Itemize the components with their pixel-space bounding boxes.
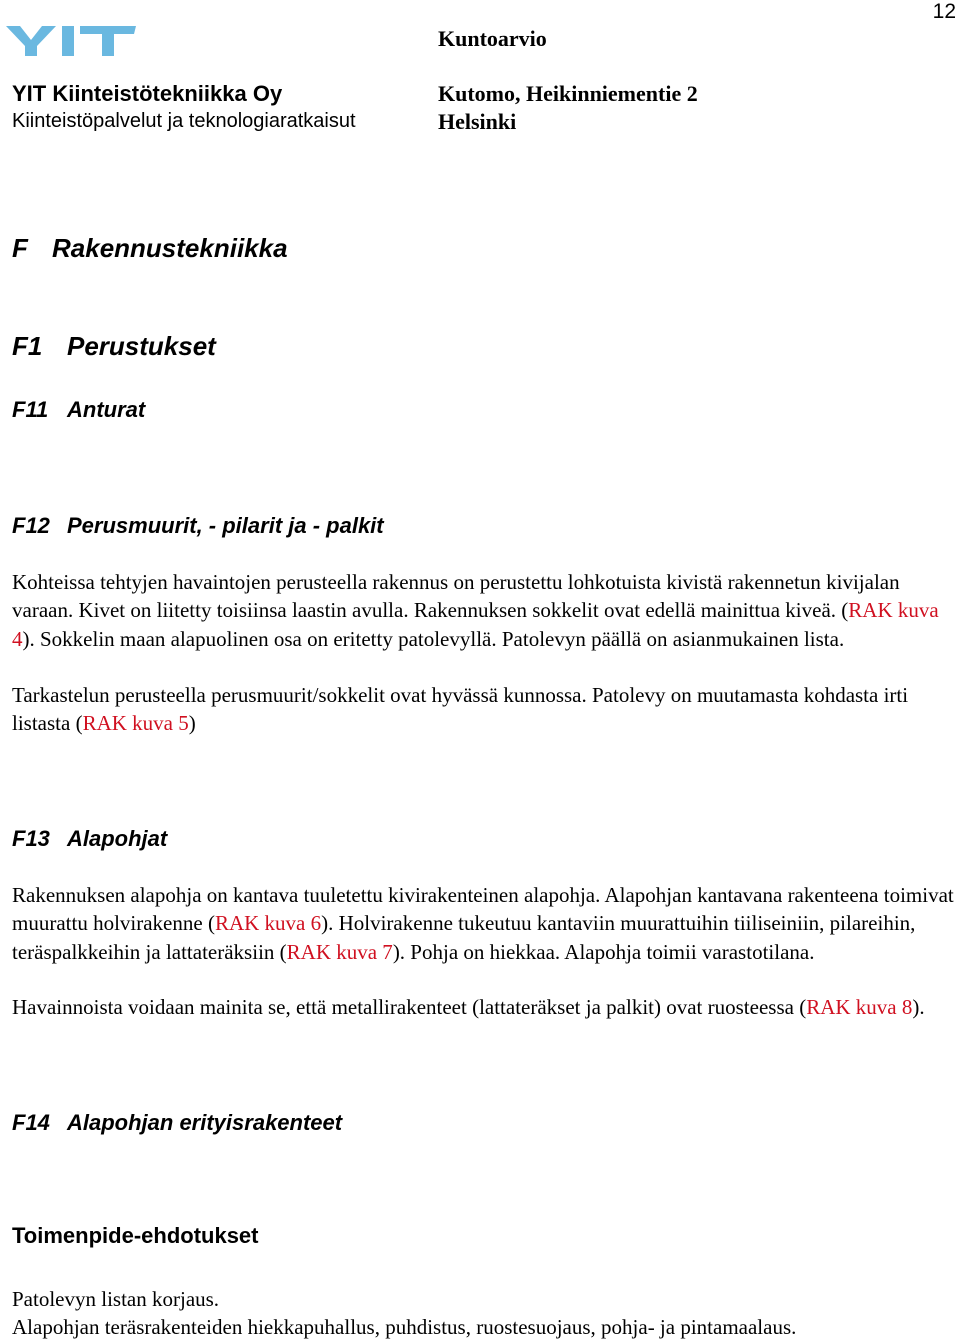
section-heading-f12 (12, 513, 384, 539)
section-title: Rakennustekniikka (52, 233, 288, 263)
city: Helsinki (438, 109, 517, 134)
section-title: Anturat (67, 397, 146, 422)
section-heading-f14 (12, 1110, 342, 1136)
page-number: 12 (932, 0, 956, 23)
section-number: F14 (12, 1110, 50, 1135)
section-heading-f13 (12, 826, 167, 852)
section-title: Perustukset (67, 331, 216, 361)
f13-paragraph-2: Havainnoista voidaan mainita se, että metallirakenteet (lattateräkset ja palkit) ovat ruosteessa (RAK kuva 8). (12, 995, 925, 1019)
section-number: F11 (12, 397, 49, 422)
f12-paragraph-1: Kohteissa tehtyjen havaintojen perusteella rakennus on perustettu lohkotuista kivistä rakennetun kivijalan varaan. Kivet on liitetty toisiinsa laastin avulla. Rakennuksen sokkelit ovat edellä mainittua kiveä. (RAK kuva 4). Sokkelin maan alapuolinen osa on eritetty patolevyllä. Patolevyn päällä on asianmukainen lista. (12, 570, 939, 651)
section-heading-f1 (12, 331, 216, 362)
action-item: Alapohjan teräsrakenteiden hiekkapuhallus, puhdistus, ruostesuojaus, pohja- ja pintamaalaus. (12, 1315, 797, 1339)
f12-paragraph-2: Tarkastelun perusteella perusmuurit/sokkelit ovat hyvässä kunnossa. Patolevy on muutamasta kohdasta irti listasta (RAK kuva 5) (12, 683, 909, 736)
document-title: Kuntoarvio (438, 26, 547, 51)
section-title: Alapohjat (67, 826, 168, 851)
figure-reference[interactable]: RAK kuva 6 (214, 911, 322, 936)
figure-reference[interactable]: RAK kuva 8 (806, 995, 913, 1019)
f13-paragraph-1: Rakennuksen alapohja on kantava tuuletettu kivirakenteinen alapohja. Alapohjan kantavana rakenteena toimivat muurattu holvirakenne (RAK kuva 6). Holvirakenne tukeutuu kantaviin muurattuihin tiiliseiniin, pilareihin, teräspalkkeihin ja lattateräksiin (RAK kuva 7). Pohja on hiekkaa. Alapohja toimii varastotilana. (12, 883, 954, 964)
section-number: F13 (12, 826, 50, 851)
action-item: Patolevyn listan korjaus. (12, 1287, 220, 1311)
figure-reference[interactable]: RAK kuva 4 (12, 598, 939, 651)
yit-logo (6, 22, 136, 58)
section-title: Alapohjan erityisrakenteet (67, 1110, 343, 1135)
address: Kutomo, Heikinniementie 2 (438, 81, 698, 106)
section-number: F12 (12, 513, 50, 538)
company-name: YIT Kiinteistötekniikka Oy (12, 81, 283, 106)
actions-heading: Toimenpide-ehdotukset (12, 1223, 259, 1248)
company-subtitle: Kiinteistöpalvelut ja teknologiaratkaisut (12, 110, 356, 132)
section-title: Perusmuurit, - pilarit ja - palkit (67, 513, 384, 538)
document-info (438, 25, 698, 136)
company-block (12, 80, 356, 135)
figure-reference[interactable]: RAK kuva 7 (286, 939, 393, 964)
section-number: F (12, 233, 28, 263)
figure-reference[interactable]: RAK kuva 5 (82, 711, 189, 736)
section-number: F1 (12, 331, 43, 361)
section-heading-f (12, 233, 288, 264)
section-heading-f11 (12, 397, 145, 423)
